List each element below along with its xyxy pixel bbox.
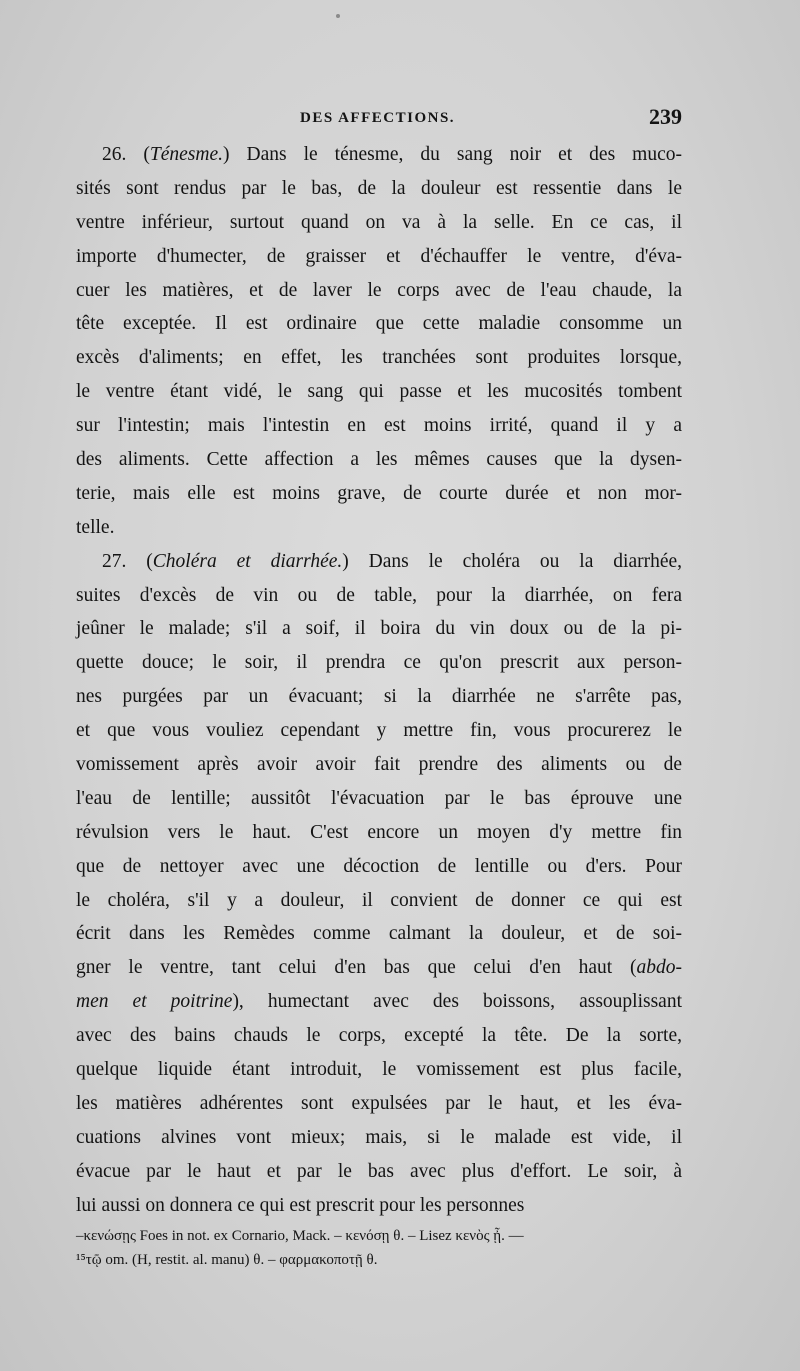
footnote-line: ¹⁵τῷ om. (H, restit. al. manu) θ. – φαρμακοποτῇ θ.	[76, 1252, 378, 1268]
paragraph-line: le choléra, s'il y a douleur, il convient de donner ce qui est	[76, 889, 682, 911]
paragraph-line: suites d'excès de vin ou de table, pour la diarrhée, on fera	[76, 584, 682, 606]
section-heading: Ténesme.	[149, 144, 223, 165]
paragraph-line: et que vous vouliez cependant y mettre fin, vous procurerez le	[76, 720, 682, 742]
paragraph-line: cuer les matières, et de laver le corps avec de l'eau chaude, la	[76, 279, 682, 301]
paragraph-line: telle.	[76, 516, 115, 538]
paragraph-line: révulsion vers le haut. C'est encore un moyen d'y mettre fin	[76, 821, 682, 843]
paragraph-line: nes purgées par un évacuant; si la diarrhée ne s'arrête pas,	[76, 686, 682, 708]
section-number: 27.	[102, 550, 127, 572]
paragraph-line: l'eau de lentille; aussitôt l'évacuation par le bas éprouve une	[76, 787, 682, 809]
italic-fragment: abdo-	[636, 957, 682, 979]
footnote-line: –κενώσῃς Foes in not. ex Cornario, Mack. – κενόσῃ θ. – Lisez κενὸς ᾖ. —	[76, 1228, 524, 1244]
body-text	[76, 138, 682, 1223]
paragraph-line: les matières adhérentes sont expulsées par le haut, et les éva-	[76, 1092, 682, 1114]
paragraph-line: quette douce; le soir, il prendra ce qu'on prescrit aux person-	[76, 652, 682, 674]
paragraph-line: lui aussi on donnera ce qui est prescrit pour les personnes	[76, 1194, 525, 1216]
paragraph-line: avec des bains chauds le corps, excepté la tête. De la sorte,	[76, 1025, 682, 1047]
paragraph-line: ventre inférieur, surtout quand on va à la selle. En ce cas, il	[76, 211, 682, 233]
paragraph-line: sités sont rendus par le bas, de la douleur est ressentie dans le	[76, 177, 682, 199]
footnotes	[76, 1224, 688, 1272]
paragraph-line: importe d'humecter, de graisser et d'échauffer le ventre, d'éva-	[76, 245, 682, 267]
paragraph-line: terie, mais elle est moins grave, de courte durée et non mor-	[76, 482, 682, 504]
paragraph-line: vomissement après avoir avoir fait prendre des aliments ou de	[76, 754, 682, 776]
paragraph-line: que de nettoyer avec une décoction de lentille ou d'ers. Pour	[76, 855, 682, 877]
paragraph-27-line-1: 27. (Choléra et diarrhée.) Dans le choléra ou la diarrhée,	[102, 550, 683, 572]
page-number: 239	[649, 104, 682, 129]
paragraph-line: le ventre étant vidé, le sang qui passe et les mucosités tombent	[76, 381, 682, 403]
paragraph-line: écrit dans les Remèdes comme calmant la douleur, et de soi-	[76, 923, 682, 945]
paragraph-line: gner le ventre, tant celui d'en bas que celui d'en haut (abdo-	[76, 957, 682, 979]
paragraph-line: sur l'intestin; mais l'intestin en est moins irrité, quand il y a	[76, 415, 682, 437]
section-heading: Choléra et diarrhée.	[152, 550, 343, 572]
paragraph-line: tête exceptée. Il est ordinaire que cette maladie consomme un	[76, 313, 682, 335]
section-number: 26.	[102, 144, 127, 165]
paragraph-line: excès d'aliments; en effet, les tranchées sont produites lorsque,	[76, 347, 682, 369]
paragraph-line: des aliments. Cette affection a les mêmes causes que la dysen-	[76, 449, 682, 471]
paragraph-line: évacue par le haut et par le bas avec plus d'effort. Le soir, à	[76, 1160, 682, 1182]
ink-speck	[336, 14, 340, 18]
running-title: DES AFFECTIONS.	[300, 110, 456, 126]
paragraph-26-line-1: 26. (Ténesme.) Dans le ténesme, du sang noir et des muco-	[102, 144, 682, 165]
paragraph-line: men et poitrine), humectant avec des boissons, assouplissant	[76, 991, 682, 1013]
paragraph-line: jeûner le malade; s'il a soif, il boira du vin doux ou de la pi-	[76, 618, 682, 640]
paragraph-line: cuations alvines vont mieux; mais, si le malade est vide, il	[76, 1126, 682, 1148]
paragraph-line: quelque liquide étant introduit, le vomissement est plus facile,	[76, 1059, 682, 1081]
italic-fragment: men et poitrine	[76, 991, 233, 1013]
running-head	[75, 104, 682, 136]
